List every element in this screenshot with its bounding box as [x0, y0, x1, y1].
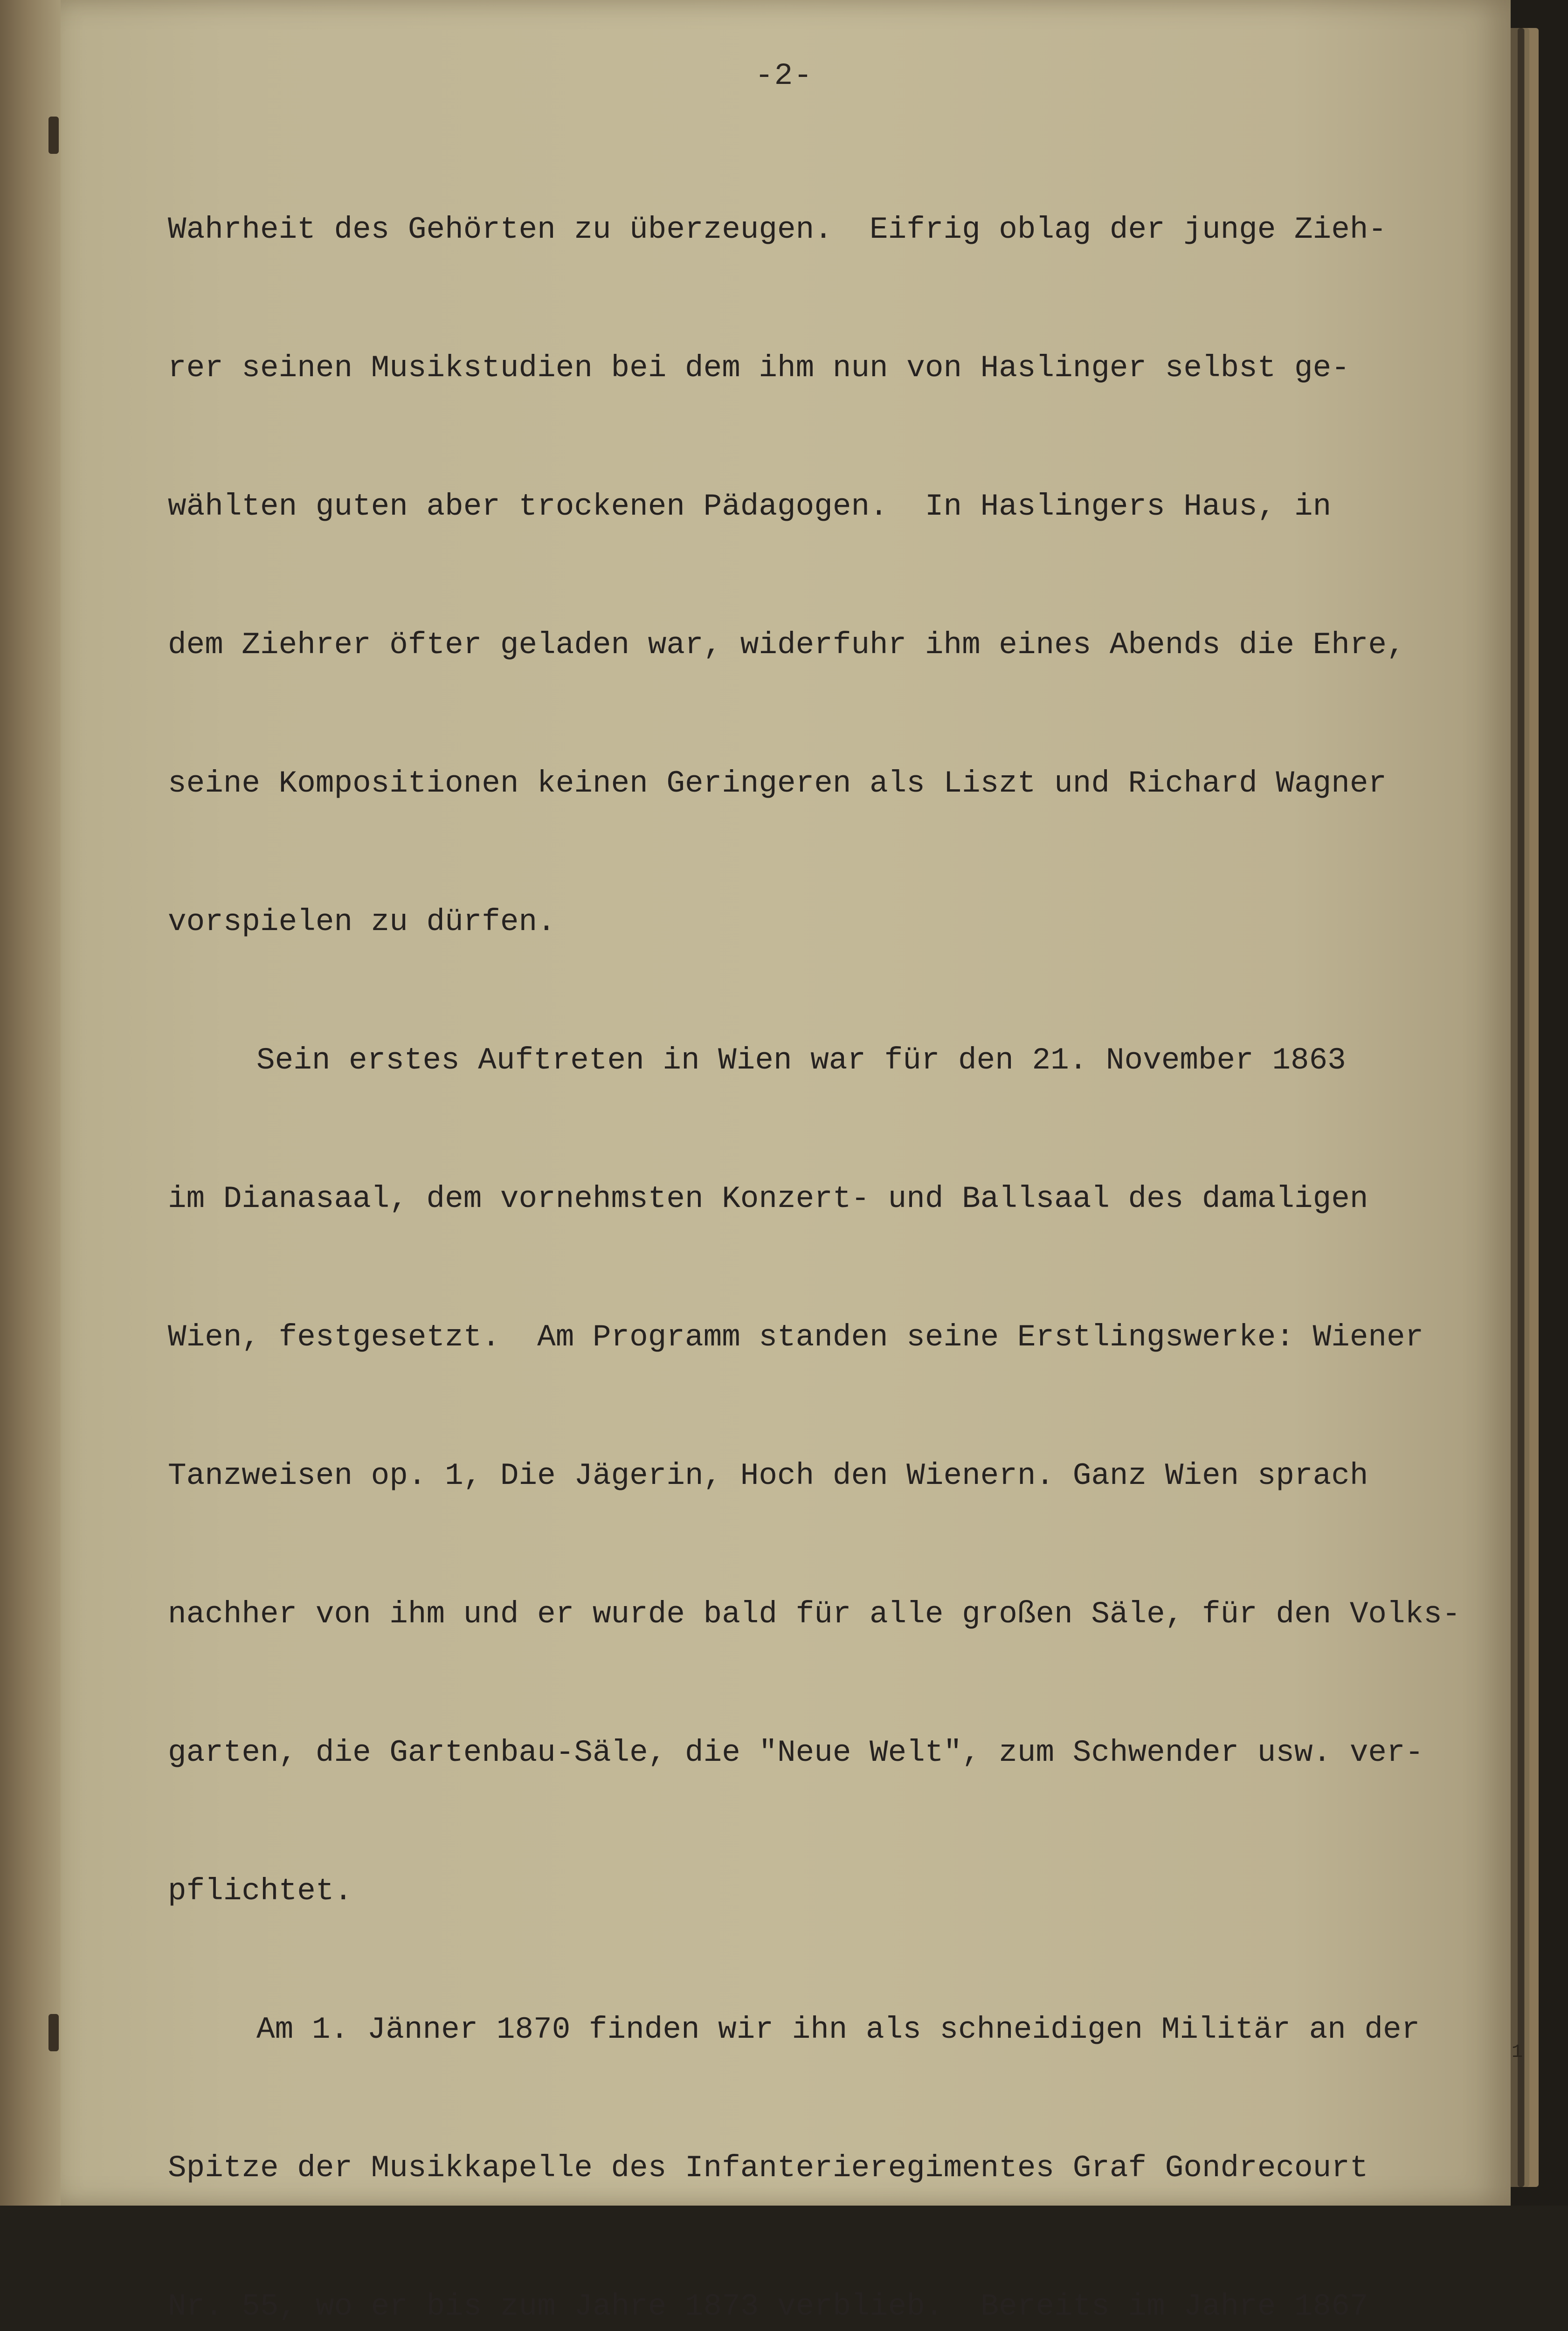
text-line: garten, die Gartenbau-Säle, die "Neue Welt", zum Schwender usw. ver- — [168, 1735, 1424, 1770]
text-line: im Dianasaal, dem vornehmsten Konzert- und Ballsaal des damaligen — [168, 1181, 1368, 1216]
text-line: dem Ziehrer öfter geladen war, widerfuhr ihm eines Abends die Ehre, — [168, 628, 1405, 662]
staple-icon — [48, 2014, 59, 2051]
paragraph-first-line: Sein erstes Auftreten in Wien war für den 21. November 1863 — [256, 1043, 1346, 1078]
margin-mark: 1 — [1512, 2042, 1523, 2063]
binding-margin — [0, 0, 61, 2206]
text-line: rer seinen Musikstudien bei dem ihm nun von Haslinger selbst ge- — [168, 351, 1350, 386]
text-line: vorspielen zu dürfen. — [168, 904, 556, 939]
text-line: seine Kompositionen keinen Geringeren als Liszt und Richard Wagner — [168, 766, 1387, 801]
page-stack-edge — [1518, 28, 1524, 2187]
text-line: Tanzweisen op. 1, Die Jägerin, Hoch den Wienern. Ganz Wien sprach — [168, 1458, 1368, 1493]
text-line: Wahrheit des Gehörten zu überzeugen. Eifrig oblag der junge Zieh- — [168, 212, 1387, 247]
text-line: Nr. 55, wo er bis zum Jahre 1873 verblieb. Bereits im Jahre 1867 — [168, 2289, 1368, 2324]
text-line: Spitze der Musikkapelle des Infanterieregimentes Graf Gondrecourt — [168, 2151, 1368, 2186]
text-line: nachher von ihm und er wurde bald für alle großen Säle, für den Volks- — [168, 1597, 1461, 1632]
typewritten-body — [168, 114, 1497, 2331]
text-line: pflichtet. — [168, 1874, 353, 1909]
staple-icon — [48, 117, 59, 154]
text-line: wählten guten aber trockenen Pädagogen. In Haslingers Haus, in — [168, 489, 1332, 524]
text-line: Wien, festgesetzt. Am Programm standen seine Erstlingswerke: Wiener — [168, 1320, 1424, 1355]
page-number: -2- — [755, 58, 813, 93]
paragraph-first-line: Am 1. Jänner 1870 finden wir ihn als schneidigen Militär an der — [256, 2012, 1420, 2047]
